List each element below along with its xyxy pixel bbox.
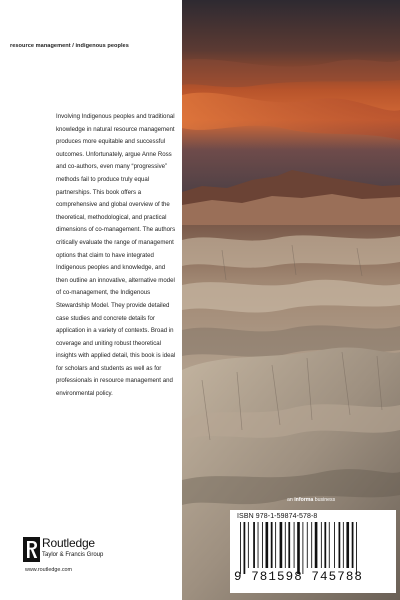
barcode-bar (285, 522, 286, 568)
routledge-r-logo-icon (23, 537, 40, 562)
barcode-bar (297, 522, 300, 574)
barcode-bar (248, 522, 249, 568)
barcode-bar (324, 522, 326, 568)
barcode-bar (288, 522, 290, 568)
barcode-bar (275, 522, 276, 568)
barcode-digits: 9 781598 745788 (234, 570, 364, 584)
barcode-bar (339, 522, 341, 568)
publisher-group: Taylor & Francis Group (42, 552, 104, 558)
barcode-bar (356, 522, 357, 574)
informa-brand: informa (294, 497, 314, 503)
barcode-bar (244, 522, 246, 574)
isbn-barcode (230, 510, 396, 593)
barcode-bar (262, 522, 263, 568)
publisher-name: Routledge (42, 536, 95, 550)
barcode-bar (294, 522, 295, 568)
barcode-bar (240, 522, 241, 574)
publisher-url: www.routledge.com (25, 567, 73, 573)
barcode-bar (329, 522, 330, 568)
barcode-bar (302, 522, 303, 574)
barcode-bar (352, 522, 354, 568)
barcode-bar (315, 522, 318, 568)
barcode-bar (334, 522, 335, 568)
barcode-bar (346, 522, 349, 568)
informa-business-mark: an informa business (287, 497, 336, 503)
barcode-bar (271, 522, 273, 568)
barcode-bar (311, 522, 312, 568)
barcode-bar (253, 522, 255, 568)
barcode-bar (280, 522, 283, 568)
book-description: Involving Indigenous peoples and traditional knowledge in natural resource management produces more equitable and successful outcomes. Unfortunately, argue Anne Ross and co-authors, even many “progressive” methods fail to produce truly equal partnerships. This book offers a comprehensive and global overview of the theoretical, methodological, and practical dimensions of co-management. The authors critically evaluate the range of management options that claim to have integrated Indigenous peoples and knowledge, and then outline an innovative, alternative model of co-management, the Indigenous Stewardship Model. They provide detailed case studies and concrete details for application in a variety of contexts. Broad in coverage and uniting robust theoretical insights with applied detail, this book is ideal for scholars and students as well as for professionals in resource management and environmental policy. (56, 113, 176, 398)
barcode-bar (266, 522, 269, 568)
barcode-bar (321, 522, 322, 568)
barcode-bar (343, 522, 344, 568)
barcode-bar (258, 522, 259, 568)
isbn-label: ISBN 978-1-59874-578-8 (237, 513, 318, 520)
category-label: resource management / indigenous peoples (10, 43, 129, 49)
text-panel (0, 0, 182, 600)
barcode-bar (307, 522, 308, 568)
